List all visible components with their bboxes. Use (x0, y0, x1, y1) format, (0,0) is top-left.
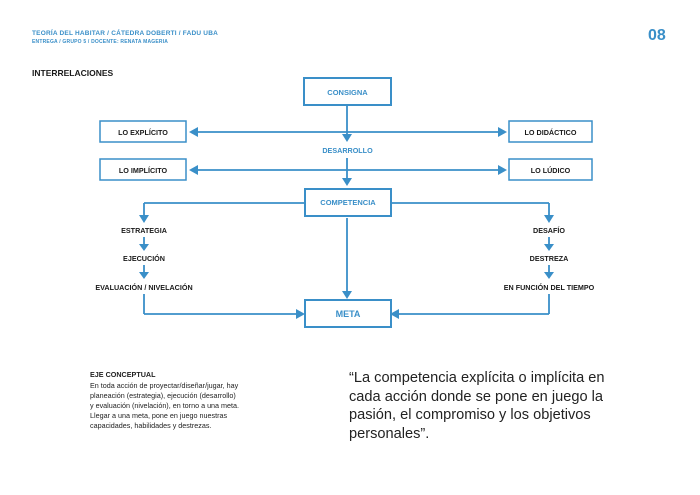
arrowhead (342, 134, 352, 142)
destreza-label: DESTREZA (529, 254, 569, 263)
eje-line: y evaluación (nivelación), en torno a una meta. (90, 401, 240, 410)
eje-conceptual-title: EJE CONCEPTUAL (90, 370, 156, 379)
consigna-label: CONSIGNA (327, 88, 368, 97)
arrowhead (139, 272, 149, 279)
eje-conceptual (90, 370, 320, 431)
competencia-quote (349, 369, 639, 443)
arrowhead (544, 215, 554, 223)
en-funcion-del-tiempo-label: EN FUNCIÓN DEL TIEMPO (503, 283, 595, 292)
meta-label: META (335, 309, 361, 319)
arrowhead (342, 178, 352, 186)
arrowhead (139, 215, 149, 223)
desafio-label: DESAFÍO (533, 226, 565, 235)
header-title: TEORÍA DEL HABITAR / CÁTEDRA DOBERTI / FADU UBA (32, 30, 218, 37)
lo-explicito-label: LO EXPLÍCITO (118, 128, 168, 137)
lo-didactico-label: LO DIDÁCTICO (524, 128, 577, 137)
arrowhead (296, 309, 305, 319)
lo-implicito-label: LO IMPLÍCITO (118, 166, 168, 175)
eje-line: planeación (estrategia), ejecución (desarrollo) (90, 391, 236, 400)
section-title: INTERRELACIONES (32, 68, 114, 78)
evaluacion-label: EVALUACIÓN / NIVELACIÓN (95, 283, 193, 292)
arrowhead (498, 165, 507, 175)
ejecucion-label: EJECUCIÓN (123, 254, 165, 263)
arrowhead (498, 127, 507, 137)
estrategia-label: ESTRATEGIA (121, 226, 167, 235)
eje-line: capacidades, habilidades y destrezas. (90, 421, 212, 430)
header-subtitle: ENTREGA / GRUPO 5 / DOCENTE: RENATA MAGERIA (32, 39, 169, 45)
quote-line: personales”. (349, 425, 430, 442)
page-number: 08 (648, 27, 666, 44)
lo-ludico-label: LO LÚDICO (530, 166, 571, 175)
arrowhead (342, 291, 352, 299)
arrowhead (544, 244, 554, 251)
quote-line: “La competencia explícita o implícita en (349, 370, 605, 386)
desarrollo-label: DESARROLLO (322, 146, 373, 155)
competencia-label: COMPETENCIA (320, 198, 376, 207)
eje-line: En toda acción de proyectar/diseñar/jugar, hay (90, 381, 239, 390)
eje-line: Llegar a una meta, pone en juego nuestras (90, 411, 228, 420)
arrowhead (544, 272, 554, 279)
quote-line: cada acción donde se pone en juego la (349, 388, 603, 405)
arrowhead (189, 127, 198, 137)
quote-line: pasión, el compromiso y los objetivos (349, 407, 591, 423)
arrowhead (139, 244, 149, 251)
arrowhead (189, 165, 198, 175)
